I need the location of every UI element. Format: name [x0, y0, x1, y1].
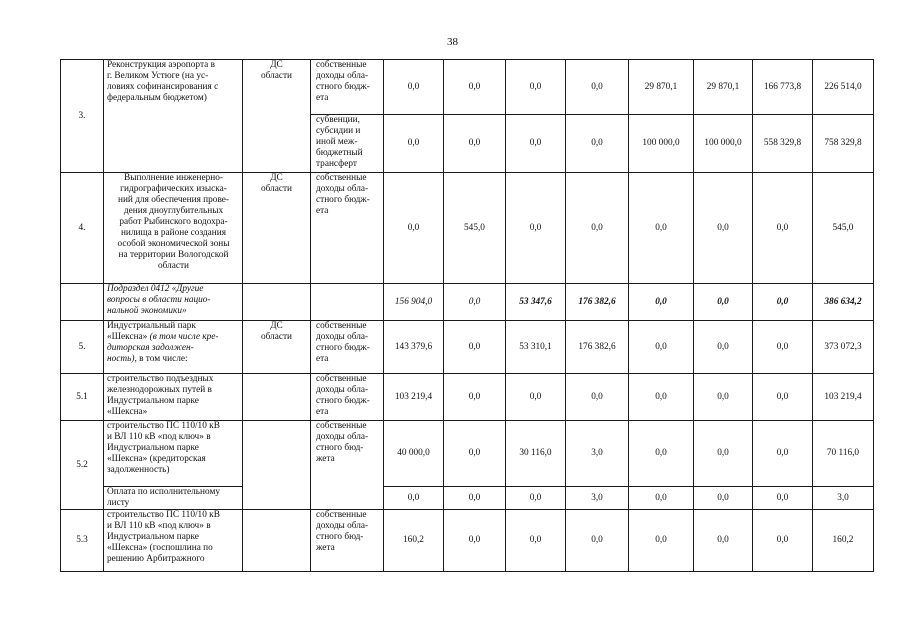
- value-cell: 70 116,0: [813, 421, 874, 487]
- value-cell: 0,0: [694, 421, 753, 487]
- value-cell: 0,0: [506, 374, 566, 421]
- value-cell: 29 870,1: [694, 60, 753, 115]
- value-cell: 0,0: [629, 487, 694, 510]
- value-cell: 545,0: [813, 173, 874, 284]
- row-index: 4.: [61, 173, 104, 284]
- value-cell: 3,0: [566, 421, 629, 487]
- value-cell: 386 634,2: [813, 284, 874, 321]
- value-cell: 0,0: [506, 510, 566, 572]
- table-row: [61, 321, 874, 374]
- value-cell: 226 514,0: [813, 60, 874, 115]
- value-cell: 100 000,0: [694, 115, 753, 173]
- item-name: строительство ПС 110/10 кВ и ВЛ 110 кВ «под ключ» в Индустриальном парке «Шексна» (госпошлина по решению Арбитражного: [104, 510, 243, 572]
- value-cell: 0,0: [629, 284, 694, 321]
- item-name-tail: , в том числе:: [134, 354, 188, 364]
- value-cell: 53 310,1: [506, 321, 566, 374]
- executor: ДС области: [243, 321, 311, 374]
- value-cell: 0,0: [506, 173, 566, 284]
- funding-source: субвенции, субсидии и иной меж- бюджетный трансферт: [311, 115, 384, 173]
- value-cell: 0,0: [384, 173, 444, 284]
- row-index: 5.: [61, 321, 104, 374]
- value-cell: 166 773,8: [753, 60, 813, 115]
- value-cell: 0,0: [629, 374, 694, 421]
- value-cell: 0,0: [629, 321, 694, 374]
- table-row: [61, 421, 874, 487]
- executor: [243, 421, 311, 510]
- page-number: 38: [447, 36, 458, 48]
- value-cell: 0,0: [629, 510, 694, 572]
- value-cell: 3,0: [566, 487, 629, 510]
- executor: [243, 374, 311, 421]
- value-cell: 545,0: [444, 173, 506, 284]
- value-cell: 160,2: [813, 510, 874, 572]
- value-cell: 0,0: [753, 510, 813, 572]
- subsection-row: [61, 284, 874, 321]
- value-cell: 3,0: [813, 487, 874, 510]
- value-cell: 0,0: [566, 115, 629, 173]
- table-row: [61, 487, 874, 510]
- value-cell: 0,0: [444, 321, 506, 374]
- funding-source: собственные доходы обла- стного бюд- жета: [311, 421, 384, 510]
- funding-source: [311, 284, 384, 321]
- value-cell: 0,0: [566, 374, 629, 421]
- funding-source: собственные доходы обла- стного бюдж- ета: [311, 374, 384, 421]
- funding-source: собственные доходы обла- стного бюдж- ета: [311, 60, 384, 115]
- value-cell: 0,0: [753, 321, 813, 374]
- value-cell: 0,0: [384, 60, 444, 115]
- value-cell: 0,0: [753, 487, 813, 510]
- value-cell: 0,0: [566, 60, 629, 115]
- value-cell: 30 116,0: [506, 421, 566, 487]
- row-index: [61, 284, 104, 321]
- item-name: Оплата по исполнительному листу: [104, 487, 243, 510]
- item-name-text: Индустриальный парк «Шексна»: [107, 321, 196, 342]
- item-name: Реконструкция аэропорта в г. Великом Устюге (на ус- ловиях софинансирования с федеральным бюджетом): [104, 60, 243, 173]
- value-cell: 0,0: [753, 284, 813, 321]
- value-cell: 0,0: [694, 374, 753, 421]
- value-cell: 103 219,4: [384, 374, 444, 421]
- value-cell: 0,0: [753, 374, 813, 421]
- row-index: 5.3: [61, 510, 104, 572]
- table-row: [61, 60, 874, 115]
- value-cell: 0,0: [444, 60, 506, 115]
- value-cell: 103 219,4: [813, 374, 874, 421]
- budget-table: [60, 59, 874, 572]
- value-cell: 0,0: [384, 115, 444, 173]
- value-cell: 373 072,3: [813, 321, 874, 374]
- value-cell: 100 000,0: [629, 115, 694, 173]
- value-cell: 143 379,6: [384, 321, 444, 374]
- executor: ДС области: [243, 60, 311, 173]
- value-cell: 0,0: [753, 421, 813, 487]
- value-cell: 0,0: [753, 173, 813, 284]
- value-cell: 0,0: [566, 173, 629, 284]
- value-cell: 0,0: [444, 374, 506, 421]
- value-cell: 0,0: [506, 487, 566, 510]
- value-cell: 0,0: [506, 115, 566, 173]
- item-name: [104, 321, 243, 374]
- table-row: [61, 374, 874, 421]
- item-name: Выполнение инженерно- гидрографических изыска- ний для обеспечения прове- дения дноуглубительных работ Рыбинского водохра- нилища в районе создания особой экономической зоны на территории Вологодской области: [104, 173, 243, 284]
- executor: ДС области: [243, 173, 311, 284]
- value-cell: 0,0: [694, 321, 753, 374]
- executor: [243, 284, 311, 321]
- funding-source: собственные доходы обла- стного бюдж- ета: [311, 173, 384, 284]
- value-cell: 176 382,6: [566, 321, 629, 374]
- value-cell: 0,0: [694, 510, 753, 572]
- funding-source: собственные доходы обла- стного бюд- жета: [311, 510, 384, 572]
- value-cell: 156 904,0: [384, 284, 444, 321]
- row-index: 5.2: [61, 421, 104, 510]
- value-cell: 0,0: [506, 60, 566, 115]
- value-cell: 0,0: [694, 284, 753, 321]
- row-index: 3.: [61, 60, 104, 173]
- subsection-title: Подраздел 0412 «Другие вопросы в области нацио- нальной экономики»: [104, 284, 243, 321]
- value-cell: 558 329,8: [753, 115, 813, 173]
- item-name: строительство подъездных железнодорожных путей в Индустриальном парке «Шексна»: [104, 374, 243, 421]
- value-cell: 176 382,6: [566, 284, 629, 321]
- value-cell: 0,0: [444, 487, 506, 510]
- value-cell: 0,0: [629, 421, 694, 487]
- value-cell: 0,0: [384, 487, 444, 510]
- value-cell: 53 347,6: [506, 284, 566, 321]
- value-cell: 40 000,0: [384, 421, 444, 487]
- value-cell: 0,0: [444, 284, 506, 321]
- value-cell: 0,0: [444, 510, 506, 572]
- item-name-note: (в том числе кре- диторская задолжен- ность): [107, 332, 219, 364]
- value-cell: 0,0: [444, 421, 506, 487]
- value-cell: 758 329,8: [813, 115, 874, 173]
- value-cell: 0,0: [694, 173, 753, 284]
- table-row: [61, 173, 874, 284]
- row-index: 5.1: [61, 374, 104, 421]
- value-cell: 29 870,1: [629, 60, 694, 115]
- value-cell: 0,0: [629, 173, 694, 284]
- executor: [243, 510, 311, 572]
- value-cell: 160,2: [384, 510, 444, 572]
- value-cell: 0,0: [566, 510, 629, 572]
- value-cell: 0,0: [444, 115, 506, 173]
- value-cell: 0,0: [694, 487, 753, 510]
- table-row: [61, 510, 874, 572]
- item-name: строительство ПС 110/10 кВ и ВЛ 110 кВ «под ключ» в Индустриальном парке «Шексна» (кредиторская задолженность): [104, 421, 243, 487]
- funding-source: собственные доходы обла- стного бюдж- ета: [311, 321, 384, 374]
